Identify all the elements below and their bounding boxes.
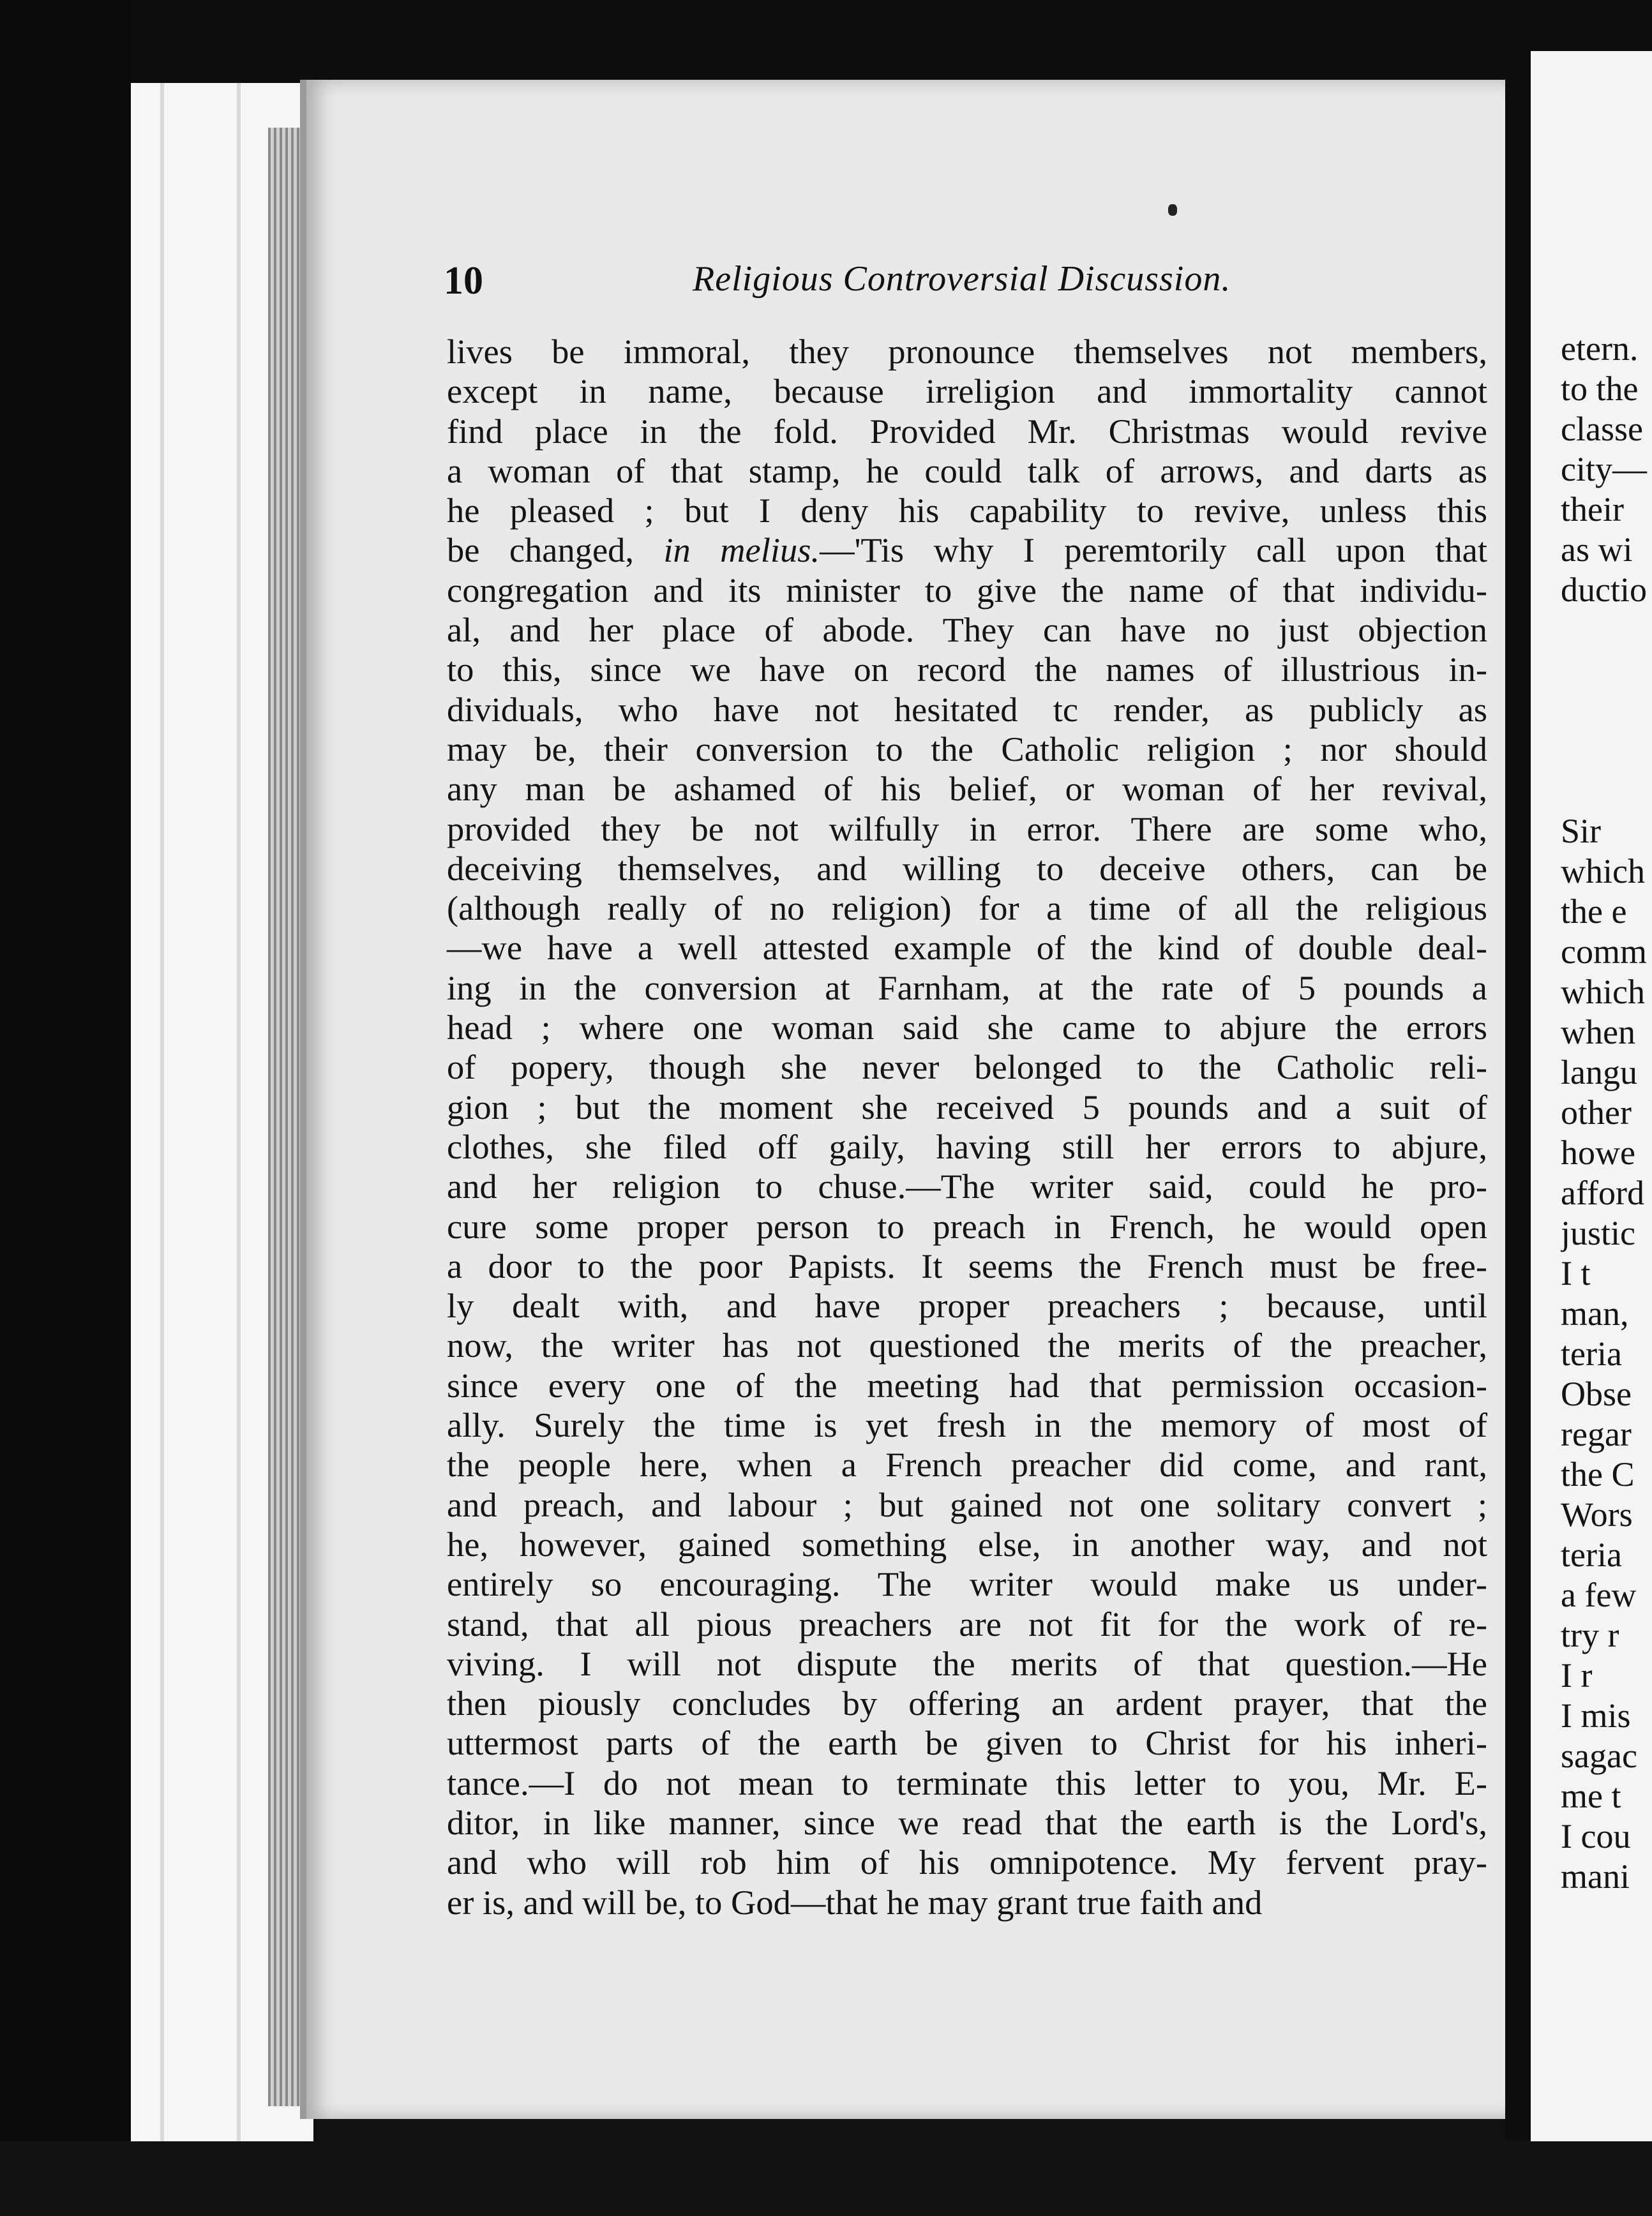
text-line: now, the writer has not questioned the merits of the preacher,: [447, 1326, 1487, 1365]
text-line: ally. Surely the time is yet fresh in the memory of most of: [447, 1405, 1487, 1445]
text-line: uttermost parts of the earth be given to Christ for his inheri-: [447, 1723, 1487, 1763]
fragment-line: [1561, 731, 1652, 771]
scan-bottom-edge: [0, 2141, 1652, 2216]
fragment-line: justic: [1561, 1214, 1635, 1252]
fragment-line: howe: [1561, 1134, 1635, 1172]
text-line: al, and her place of abode. They can have no just objection: [447, 610, 1487, 650]
text-line: provided they be not wilfully in error. There are some who,: [447, 809, 1487, 848]
text-line: head ; where one woman said she came to abjure the errors: [447, 1008, 1487, 1047]
strip-line: [160, 83, 164, 2141]
text-line: and who will rob him of his omnipotence. My fervent pray-: [447, 1843, 1487, 1882]
fragment-line: [1561, 771, 1652, 811]
text-line: ing in the conversion at Farnham, at the rate of 5 pounds a: [447, 968, 1487, 1007]
fragment-line: a few: [1561, 1576, 1637, 1614]
fragment-line: I mis: [1561, 1696, 1631, 1735]
text-line: and her religion to chuse.—The writer said, could he pro-: [447, 1167, 1487, 1206]
fragment-line: which: [1561, 852, 1645, 890]
text-line: er is, and will be, to God—that he may grant true faith and: [447, 1882, 1263, 1922]
fragment-line: which: [1561, 973, 1645, 1011]
fragment-line: Wors: [1561, 1495, 1633, 1534]
text-line: since every one of the meeting had that permission occasion-: [447, 1365, 1487, 1405]
text-line: viving. I will not dispute the merits of that question.—He: [447, 1643, 1487, 1683]
fragment-line: langu: [1561, 1053, 1637, 1091]
book-gutter: [1505, 51, 1531, 2157]
fragment-line: I cou: [1561, 1817, 1631, 1855]
fragment-line: comm: [1561, 932, 1647, 971]
fragment-line: sagac: [1561, 1737, 1637, 1775]
text-run: be changed,: [447, 530, 664, 570]
fragment-line: regar: [1561, 1415, 1632, 1453]
fragment-line: the e: [1561, 892, 1627, 931]
text-line: find place in the fold. Provided Mr. Christmas would revive: [447, 411, 1487, 451]
fragment-line: the C: [1561, 1455, 1635, 1494]
fragment-line: to the: [1561, 370, 1639, 408]
fragment-line: etern.: [1561, 329, 1639, 368]
ink-speck: [1168, 204, 1177, 216]
body-text: [447, 332, 1487, 1922]
text-line: a woman of that stamp, he could talk of arrows, and darts as: [447, 451, 1487, 490]
fragment-line: afford: [1561, 1174, 1644, 1212]
text-line: of popery, though she never belonged to the Catholic reli-: [447, 1047, 1487, 1087]
fragment-line: mani: [1561, 1857, 1630, 1896]
text-line: (although really of no religion) for a time of all the religious: [447, 888, 1487, 928]
fragment-line: their: [1561, 490, 1624, 528]
fragment-line: classe: [1561, 410, 1643, 448]
text-line: ly dealt with, and have proper preachers ; because, until: [447, 1286, 1487, 1326]
fragment-line: man,: [1561, 1294, 1629, 1333]
text-line: any man be ashamed of his belief, or woman of her revival,: [447, 769, 1487, 809]
text-line: stand, that all pious preachers are not fit for the work of re-: [447, 1604, 1487, 1643]
fragment-line: other: [1561, 1093, 1632, 1132]
text-line: may be, their conversion to the Catholic religion ; nor should: [447, 729, 1487, 768]
fragment-line: I r: [1561, 1656, 1593, 1695]
scan-left-edge: [0, 0, 131, 2216]
text-line: lives be immoral, they pronounce themselves not members,: [447, 332, 1487, 371]
text-line: ditor, in like manner, since we read that the earth is the Lord's,: [447, 1802, 1487, 1842]
adjacent-page-text: [1561, 329, 1652, 1897]
fragment-line: try r: [1561, 1616, 1619, 1654]
fragment-line: Sir: [1561, 812, 1602, 850]
fragment-line: Obse: [1561, 1375, 1632, 1413]
text-line: tance.—I do not mean to terminate this letter to you, Mr. E-: [447, 1763, 1487, 1802]
fragment-line: [1561, 610, 1652, 650]
fragment-line: city—: [1561, 450, 1647, 488]
text-line: congregation and its minister to give the name of that individu-: [447, 570, 1487, 610]
text-line: —we have a well attested example of the kind of double deal-: [447, 928, 1487, 968]
text-line: and preach, and labour ; but gained not one solitary convert ;: [447, 1485, 1487, 1524]
text-line: gion ; but the moment she received 5 pounds and a suit of: [447, 1087, 1487, 1127]
text-run: —'Tis why I peremtorily call upon that: [820, 530, 1488, 570]
fragment-line: as wi: [1561, 530, 1633, 569]
fragment-line: I t: [1561, 1254, 1591, 1292]
scan-top-edge: [0, 0, 1652, 83]
fragment-line: when: [1561, 1013, 1635, 1051]
text-line: deceiving themselves, and willing to deceive others, can be: [447, 848, 1487, 888]
page-number: 10: [444, 259, 483, 303]
text-line: clothes, she filed off gaily, having still her errors to abjure,: [447, 1127, 1487, 1166]
text-line: a door to the poor Papists. It seems the French must be free-: [447, 1246, 1487, 1285]
fragment-line: ductio: [1561, 571, 1647, 609]
text-line: entirely so encouraging. The writer would make us under-: [447, 1564, 1487, 1604]
text-line: he, however, gained something else, in another way, and not: [447, 1524, 1487, 1564]
text-line: [447, 530, 1487, 570]
strip-line: [237, 83, 241, 2141]
fragment-line: teria: [1561, 1536, 1622, 1574]
text-line: the people here, when a French preacher did come, and rant,: [447, 1445, 1487, 1485]
fragment-line: [1561, 691, 1652, 731]
fragment-line: me t: [1561, 1777, 1621, 1815]
text-line: he pleased ; but I deny his capability to revive, unless this: [447, 491, 1487, 530]
text-line: cure some proper person to preach in French, he would open: [447, 1206, 1487, 1246]
text-line: then piously concludes by offering an ardent prayer, that the: [447, 1684, 1487, 1723]
text-line: dividuals, who have not hesitated tc render, as publicly as: [447, 689, 1487, 729]
text-line: to this, since we have on record the names of illustrious in-: [447, 650, 1487, 689]
fragment-line: [1561, 650, 1652, 691]
text-line: except in name, because irreligion and immortality cannot: [447, 371, 1487, 411]
italic-phrase: in melius.: [663, 530, 820, 570]
fragment-line: teria: [1561, 1335, 1622, 1373]
running-head: Religious Controversial Discussion.: [693, 259, 1231, 299]
